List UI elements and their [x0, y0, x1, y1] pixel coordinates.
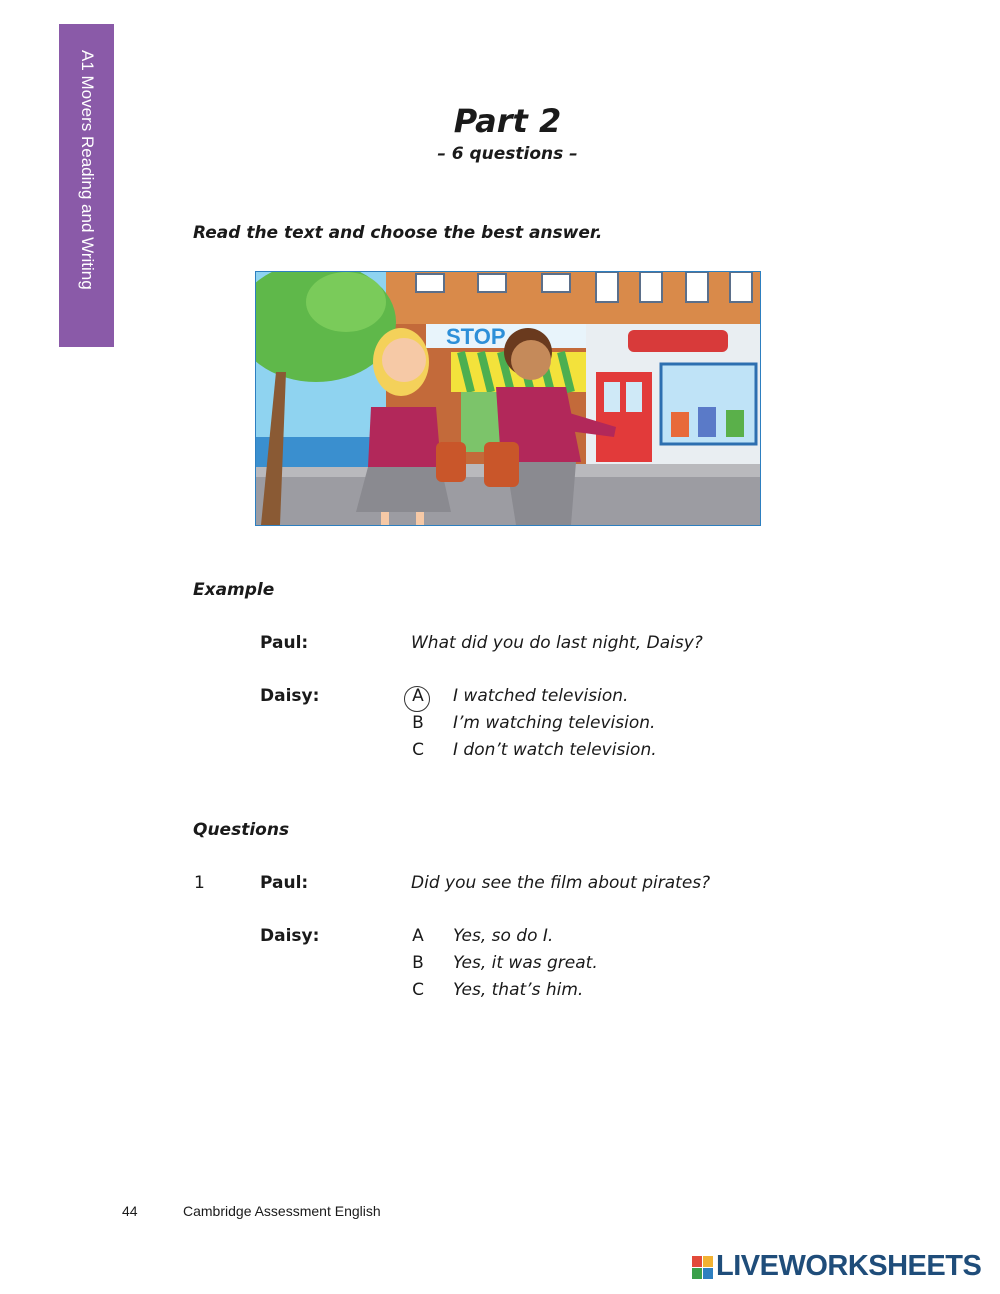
example-heading: Example	[193, 580, 275, 600]
example-option-c-text: I don’t watch television.	[453, 740, 657, 760]
question-option-c-letter[interactable]: C	[412, 980, 424, 1000]
question-option-b-letter[interactable]: B	[412, 953, 424, 973]
shop-sign-text: STOP	[446, 324, 506, 349]
paper-label: Reading and Writing	[78, 135, 97, 290]
question-prompt-speaker: Paul:	[260, 873, 309, 893]
question-prompt: Did you see the film about pirates?	[411, 873, 711, 893]
example-prompt: What did you do last night, Daisy?	[411, 633, 703, 653]
level-label: A1 Movers	[78, 50, 97, 132]
example-option-a-letter[interactable]: A	[412, 686, 424, 706]
street-scene-image	[256, 272, 760, 525]
question-option-a-letter[interactable]: A	[412, 926, 424, 946]
publisher-name: Cambridge Assessment English	[183, 1203, 381, 1219]
page-title: Part 2	[453, 102, 562, 140]
questions-heading: Questions	[193, 820, 290, 840]
page-number: 44	[122, 1203, 138, 1219]
question-option-c-text[interactable]: Yes, that’s him.	[453, 980, 584, 1000]
question-answer-speaker: Daisy:	[260, 926, 320, 946]
question-option-a-text[interactable]: Yes, so do I.	[453, 926, 554, 946]
example-option-b-text: I’m watching television.	[453, 713, 656, 733]
question-number: 1	[194, 873, 205, 893]
example-prompt-speaker: Paul:	[260, 633, 309, 653]
brand-name: LIVEWORKSHEETS	[716, 1250, 982, 1282]
example-option-c-letter[interactable]: C	[412, 740, 424, 760]
side-tab-label	[77, 50, 97, 290]
liveworksheets-logo-icon	[692, 1253, 714, 1283]
page-subtitle: – 6 questions –	[437, 144, 578, 164]
example-option-b-letter[interactable]: B	[412, 713, 424, 733]
street-illustration	[255, 271, 761, 526]
instruction: Read the text and choose the best answer.	[193, 223, 603, 243]
example-answer-speaker: Daisy:	[260, 686, 320, 706]
example-option-a-text: I watched television.	[453, 686, 629, 706]
question-option-b-text[interactable]: Yes, it was great.	[453, 953, 598, 973]
